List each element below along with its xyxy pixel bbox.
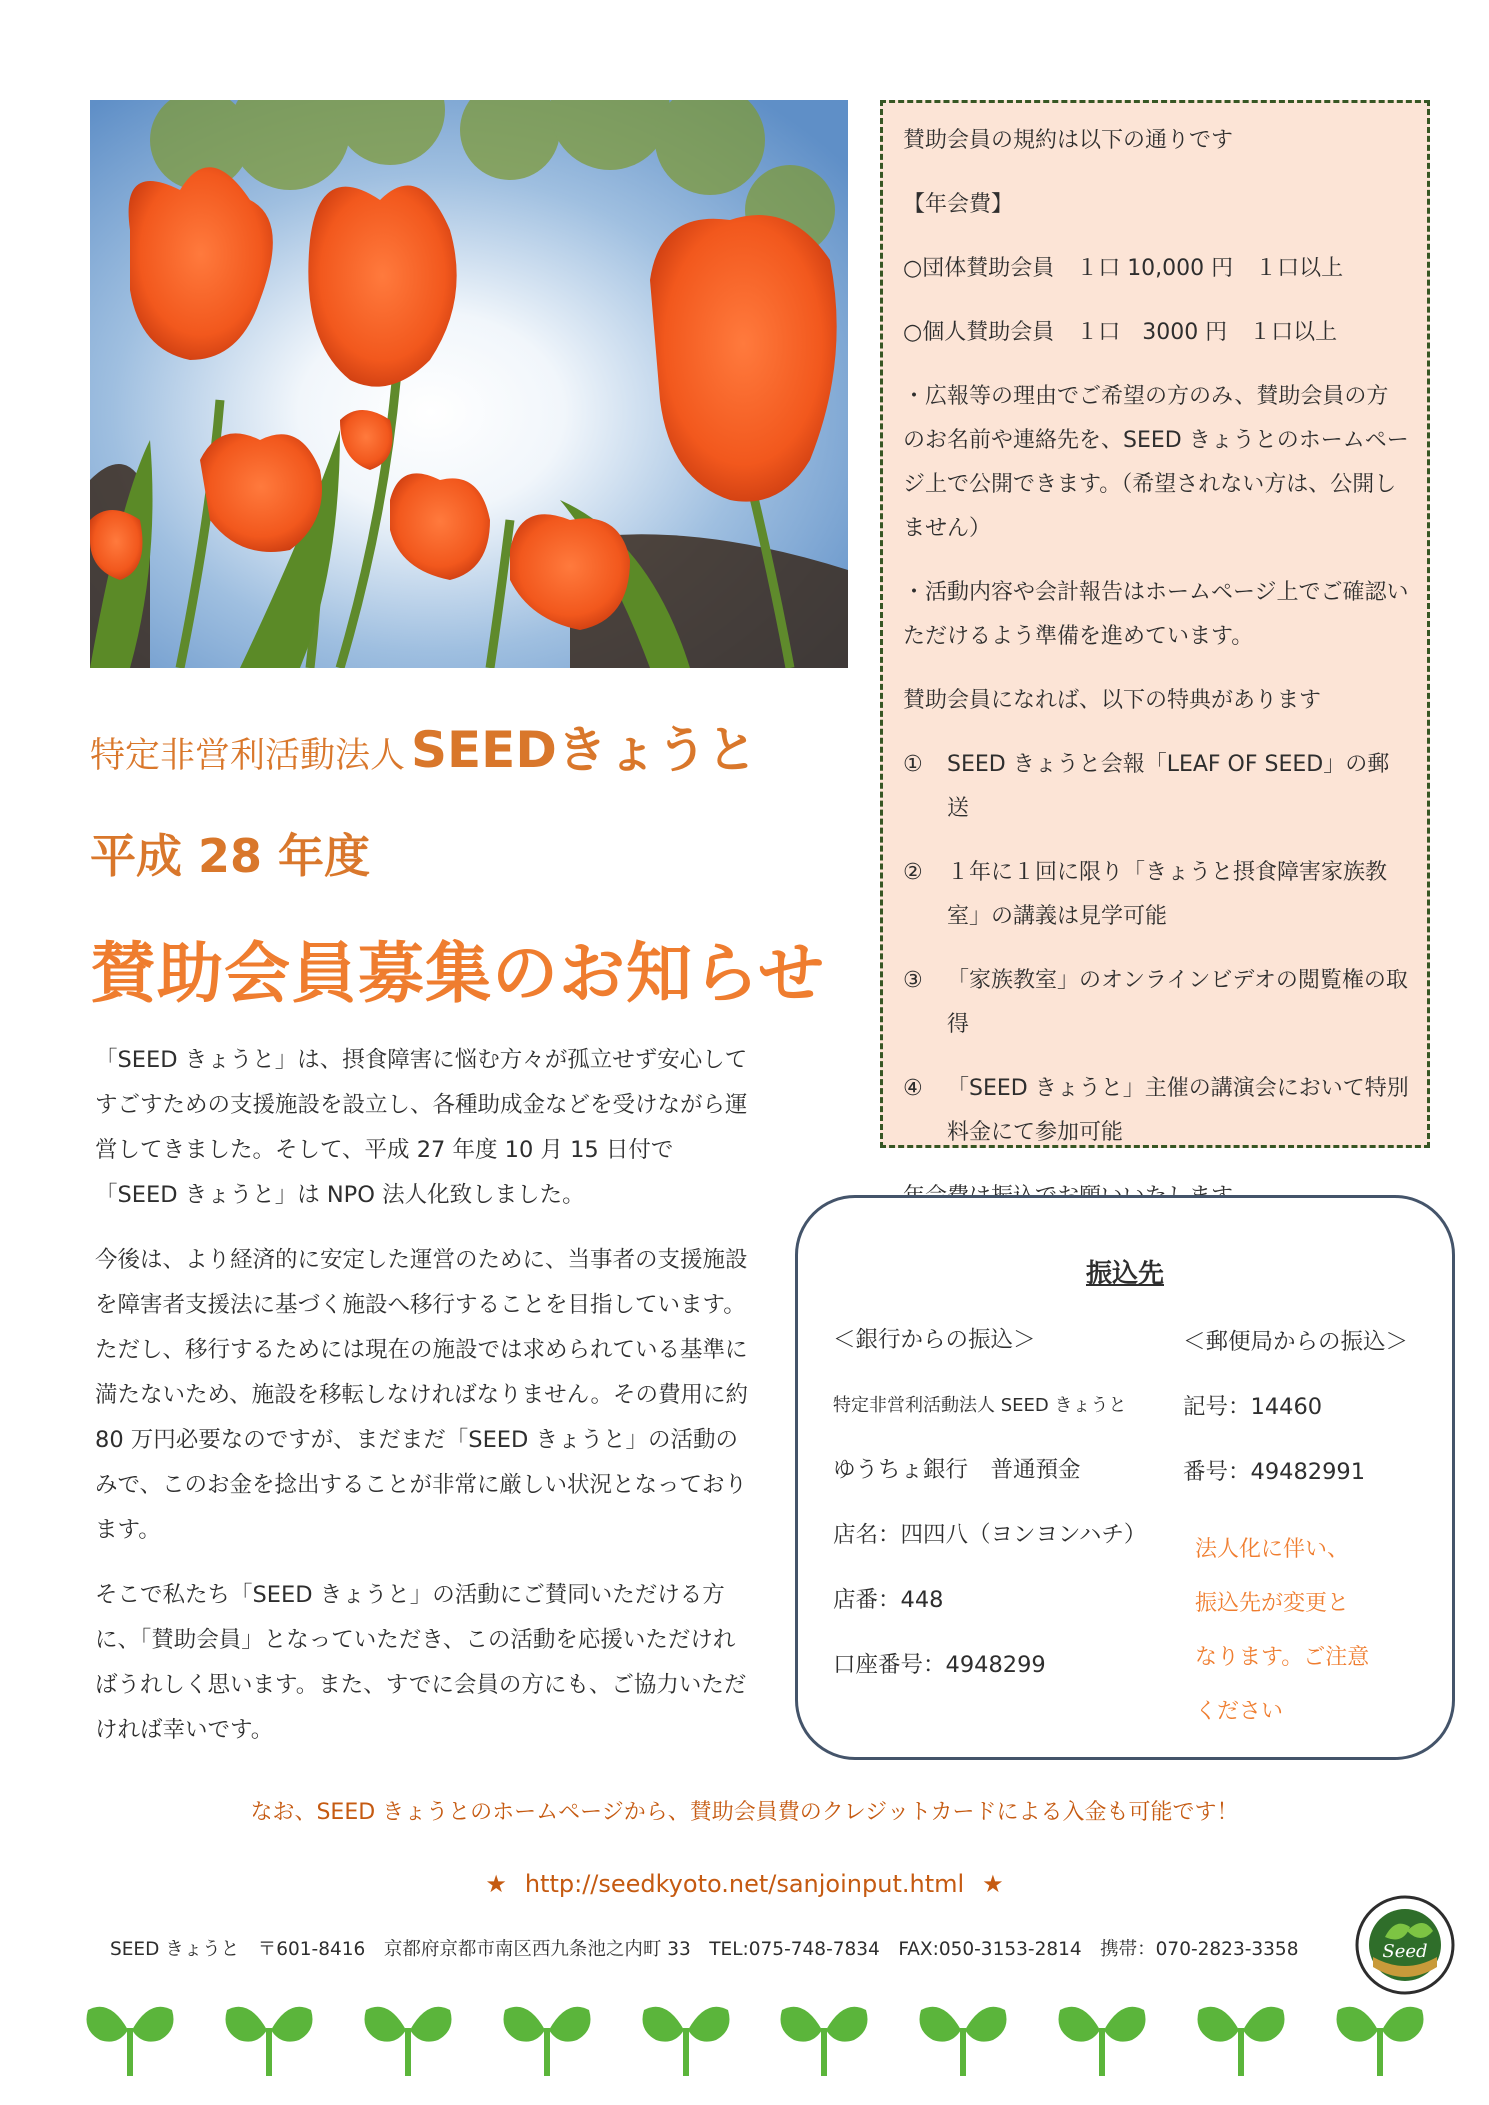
org-prefix: 特定非営利活動法人 (90, 736, 406, 776)
bank-name: ゆうちょ銀行 普通預金 (833, 1457, 1081, 1483)
change-notice: 法人化に伴い、振込先が変更となります。ご注意ください (1195, 1537, 1370, 1724)
post-column (1183, 1310, 1423, 1739)
bank-header: ＜銀行からの振込＞ (833, 1327, 1036, 1353)
benefit-number: ④ (903, 1076, 923, 1101)
bank-column (833, 1308, 1163, 1698)
rules-note-2: ・活動内容や会計報告はホームページ上でご確認いただけるよう準備を進めています。 (903, 580, 1409, 649)
contact-address: SEED きょうと 〒601-8416 京都府京都市南区西九条池之内町 33 TEL:075-748-7834 FAX:050-3153-2814 携帯：070-2823-3358 (110, 1939, 1299, 1960)
bangou: 番号：49482991 (1183, 1459, 1366, 1485)
benefit-number: ② (903, 860, 923, 885)
benefit-text: 「家族教室」のオンラインビデオの閲覧権の取得 (947, 968, 1408, 1037)
org-title (90, 710, 757, 782)
star-icon: ★ (982, 1870, 1004, 1898)
sprout-icon (219, 1988, 319, 2078)
sprout-icon (497, 1988, 597, 2078)
rules-intro: 賛助会員の規約は以下の通りです (903, 128, 1234, 153)
sprout-icon (1052, 1988, 1152, 2078)
sprout-icon (636, 1988, 736, 2078)
benefits-intro: 賛助会員になれば、以下の特典があります (903, 688, 1322, 713)
benefit-number: ① (903, 752, 923, 777)
group-fee: ○団体賛助会員 １口 10,000 円 １口以上 (903, 256, 1344, 281)
sprout-icon (1191, 1988, 1291, 2078)
benefit-number: ③ (903, 968, 923, 993)
logo-text: Seed (1382, 1941, 1428, 1962)
credit-card-note: なお、SEED きょうとのホームページから、賛助会員費のクレジットカードによる入金も可能です！ (250, 1800, 1239, 1825)
sprout-icon (774, 1988, 874, 2078)
individual-fee: ○個人賛助会員 １口 3000 円 １口以上 (903, 320, 1338, 345)
url-line (0, 1870, 1489, 1898)
tulip-photo (90, 100, 848, 668)
rules-note-1: ・広報等の理由でご希望の方のみ、賛助会員の方のお名前や連絡先を、SEED きょうとのホームページ上で公開できます。（希望されない方は、公開しません） (903, 384, 1409, 541)
transfer-title: 振込先 (1085, 1259, 1164, 1289)
sprout-icon (913, 1988, 1013, 2078)
body-paragraph-2: 今後は、より経済的に安定した運営のために、当事者の支援施設を障害者支援法に基づく施設へ移行することを目指しています。ただし、移行するためには現在の施設では求められている基準に満たないため、施設を移転しなければなりません。その費用に約 80 万円必要なのですが、まだまだ「SEED きょうと」の活動のみで、このお金を捻出することが非常に厳しい状況となっております。 (95, 1247, 748, 1543)
seed-logo (1355, 1895, 1455, 1995)
benefit-text: SEED きょうと会報「LEAF OF SEED」の郵送 (947, 752, 1390, 821)
sprout-decoration (80, 1988, 1430, 2078)
benefit-item (903, 851, 1409, 939)
body-paragraph-3: そこで私たち「SEED きょうと」の活動にご賛同いただける方に、「賛助会員」となっていただき、この活動を応援いただければうれしく思います。また、すでに会員の方にも、ご協力いただければ幸いです。 (95, 1582, 747, 1743)
sprout-icon (80, 1988, 180, 2078)
org-name: SEEDきょうと (411, 721, 757, 779)
benefit-item (903, 743, 1409, 831)
membership-rules-box (880, 100, 1430, 1148)
branch-number: 店番：448 (833, 1587, 944, 1613)
benefit-item (903, 959, 1409, 1047)
fee-header: 【年会費】 (903, 192, 1014, 217)
benefit-item (903, 1067, 1409, 1155)
account-number: 口座番号：4948299 (833, 1652, 1046, 1678)
benefit-text: １年に１回に限り「きょうと摂食障害家族教室」の講義は見学可能 (947, 860, 1388, 929)
transfer-info-box (795, 1195, 1455, 1760)
sprout-icon (358, 1988, 458, 2078)
headline: 賛助会員募集のお知らせ (90, 935, 826, 1012)
signup-url[interactable]: http://seedkyoto.net/sanjoinput.html (524, 1870, 965, 1898)
post-header: ＜郵便局からの振込＞ (1183, 1329, 1409, 1355)
sprout-icon (1330, 1988, 1430, 2078)
star-icon: ★ (485, 1870, 507, 1898)
year-title: 平成 28 年度 (90, 829, 371, 883)
benefit-text: 「SEED きょうと」主催の講演会において特別料金にて参加可能 (947, 1076, 1409, 1145)
body-text (95, 1038, 755, 1773)
body-paragraph-1: 「SEED きょうと」は、摂食障害に悩む方々が孤立せず安心してすごすための支援施設を設立し、各種助成金などを受けながら運営してきました。そして、平成 27 年度 10 月 15 日付で「SEED きょうと」は NPO 法人化致しました。 (95, 1047, 748, 1208)
account-name: 特定非営利活動法人 SEED きょうと (833, 1395, 1127, 1416)
kigou: 記号：14460 (1183, 1394, 1323, 1420)
branch-name: 店名：四四八（ヨンヨンハチ） (833, 1522, 1147, 1548)
